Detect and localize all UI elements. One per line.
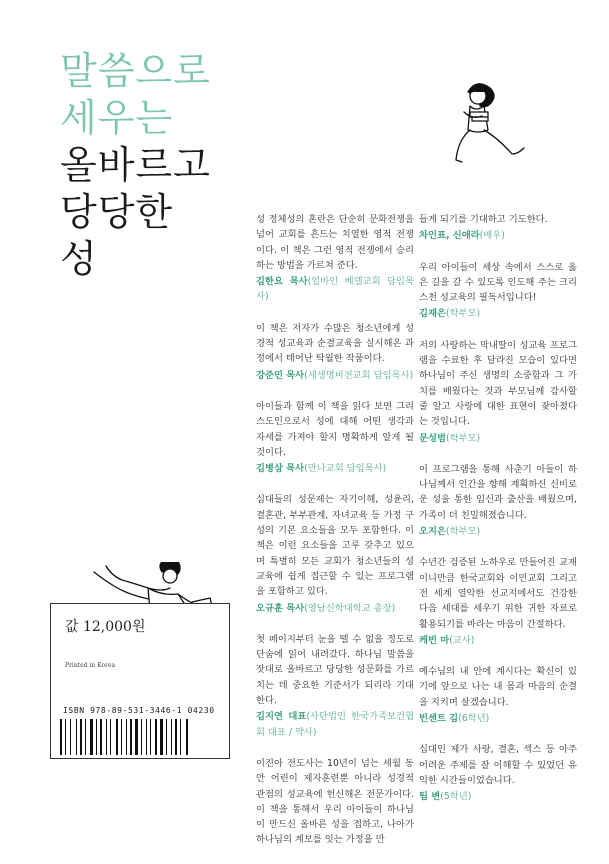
barcode-bar <box>126 719 127 755</box>
endorser-name: 김지연 대표 <box>256 711 307 723</box>
endorsement-text: 이 프로그램을 통해 사춘기 아들이 하나님께서 인간을 향해 계획하신 신비로운 성을 통한 임신과 출산을 배웠으며, 가족이 더 친밀해졌습니다. <box>419 463 577 521</box>
endorser-name: 오규훈 목사 <box>256 602 305 614</box>
barcode-bar <box>106 719 107 755</box>
barcode-bar <box>180 719 181 755</box>
endorsement-text: 이 책은 저자가 수많은 청소년에게 성경적 성교육과 순결교육을 실시해온 과정에서 태어난 탁월한 작품이다. <box>256 322 414 365</box>
barcode-bar <box>70 719 71 755</box>
endorsement-text: 들게 되기를 기대하고 기도한다. <box>419 214 548 225</box>
endorsement <box>419 260 577 322</box>
endorsement <box>256 632 414 740</box>
barcode-bar <box>76 719 77 755</box>
endorser-affiliation: (학부모) <box>445 432 481 444</box>
endorsement <box>419 338 577 446</box>
endorsement-text: 저의 사랑하는 막내딸이 성교육 프로그램을 수료한 후 달라진 모습이 있다면 하나님이 주신 생명의 소중함과 그 가치를 배웠다는 것과 부모님께 감사할 줄 알고 사랑에 대한 표현이 잦아졌다는 것입니다. <box>419 339 577 428</box>
endorser-name: 강준민 목사 <box>256 369 305 381</box>
endorsements-column-1 <box>256 212 414 864</box>
endorser-name: 팀 변 <box>419 791 441 803</box>
endorser-affiliation: (영남신학대학교 총장) <box>304 602 396 614</box>
barcode-bar <box>85 719 86 755</box>
endorsement <box>419 742 577 804</box>
endorsement <box>419 212 577 244</box>
barcode-bar <box>130 719 132 755</box>
book-title <box>60 48 211 283</box>
printed-in-label: Printed in Korea <box>65 662 116 669</box>
price-label: 값 12,000원 <box>65 619 146 635</box>
endorsement <box>419 555 577 648</box>
endorser-name: 김한요 목사 <box>256 276 308 288</box>
endorser-affiliation: (사단법인 한국가족보건협회 대표 / 약사) <box>256 711 414 738</box>
barcode-bar <box>110 719 111 755</box>
endorser-name: 문성범 <box>419 432 446 444</box>
endorsement-text: 아이들과 함께 이 책을 읽다 보면 그리스도인으로서 성에 대해 어떤 생각과 자세를 가져야 할지 명확하게 알게 될 것이다. <box>256 400 414 458</box>
price-barcode-box <box>50 603 230 759</box>
barcode-bar <box>166 719 167 755</box>
barcode-bar <box>65 719 66 755</box>
endorsement <box>256 492 414 615</box>
endorsement-text: 우리 아이들이 세상 속에서 스스로 옳은 길을 갈 수 있도록 인도해 주는 크리스천 성교육의 필독서입니다! <box>419 261 577 304</box>
barcode-bar <box>171 719 172 755</box>
barcode-bar <box>155 719 157 755</box>
barcode-bar <box>141 719 142 755</box>
barcode-bar <box>121 719 122 755</box>
endorser-affiliation: (5학년) <box>440 791 472 803</box>
barcode <box>59 719 223 755</box>
endorser-affiliation: (학부모) <box>445 308 481 320</box>
endorser-affiliation: (배우) <box>479 230 505 242</box>
endorser-affiliation: (얼바인 베델교회 담임목사) <box>256 276 414 303</box>
endorser-name: 오지은 <box>419 526 446 538</box>
barcode-bar <box>186 719 188 755</box>
endorser-affiliation: (교사) <box>449 634 475 646</box>
endorser-name: 김병삼 목사 <box>256 463 305 475</box>
endorsement-text: 성 정체성의 혼란은 단순히 문화전쟁을 넘어 교회를 흔드는 치열한 영적 전쟁이다. 이 책은 그런 영적 전쟁에서 승리하는 방법을 가르쳐 준다. <box>256 214 414 271</box>
title-line-4: 당당한 <box>60 190 174 234</box>
endorsement <box>419 462 577 539</box>
barcode-bar <box>80 719 82 755</box>
endorsement-text: 첫 페이지부터 눈을 뗄 수 없을 정도로 단숨에 읽어 내려갔다. 하나님 말씀을 잣대로 올바르고 당당한 성문화를 가르치는 데 중요한 기준서가 되리라 기대한다. <box>256 633 414 707</box>
barcode-bar <box>146 719 147 755</box>
girl-illustration <box>450 76 534 186</box>
endorser-affiliation: (새생명비전교회 담임목사) <box>304 369 414 381</box>
title-line-1: 말씀으로 <box>60 49 211 93</box>
endorsement-text: 이진아 전도사는 10년이 넘는 세월 동안 어린이 제자훈련뿐 아니라 성경적 관점의 성교육에 헌신해온 전문가이다. 이 책을 통해서 우리 아이들이 하나님이 만드신 올바른 성을 접하고, 나아가 하나님의 계보를 잇는 가정을 만 <box>256 757 414 846</box>
barcode-bar <box>135 719 138 755</box>
endorsement <box>419 664 577 726</box>
barcode-bar <box>160 719 163 755</box>
endorsement <box>256 321 414 383</box>
barcode-bar <box>100 719 102 755</box>
endorser-name: 빈센트 김 <box>419 713 459 725</box>
endorsement-text: 십대들의 성문제는 자기이해, 성윤리, 결혼관, 부부관계, 자녀교육 등 가정 구성의 기본 요소들을 모두 포함한다. 이 책은 이런 요소들을 고루 갖추고 있으며 특별히 모든 교회가 청소년들의 성교육에 쉽게 접근할 수 있는 프로그램을 포함하고 있다. <box>256 494 414 598</box>
endorsement <box>256 756 414 848</box>
endorser-name: 김재은 <box>419 308 446 320</box>
endorsement-text: 예수님의 내 안에 계시다는 확신이 있기에 앞으로 나는 내 몸과 마음의 순결을 지키며 살겠습니다. <box>419 666 577 708</box>
endorsement <box>256 212 414 305</box>
endorsements-column-2 <box>419 212 577 821</box>
title-line-3: 올바르고 <box>60 143 211 187</box>
barcode-bar <box>60 719 62 755</box>
barcode-bar <box>116 719 118 755</box>
title-line-2: 세우는 <box>60 96 174 140</box>
endorsement <box>256 399 414 476</box>
title-line-5: 성 <box>60 237 98 281</box>
endorsement-text: 수년간 검증된 노하우로 만들어진 교재이니만큼 한국교회와 이민교회 그리고 전 세계 열악한 선교지에서도 건강한 다음 세대를 세우기 위한 귀한 자료로 활용되기를 바라는 마음이 간절하다. <box>419 557 577 630</box>
endorser-name: 차인표, 신애라 <box>419 230 480 242</box>
endorser-name: 케빈 마 <box>419 634 450 646</box>
endorsement-text: 십대인 제가 사랑, 결혼, 섹스 등 아주 어려운 주제를 잘 이해할 수 있었던 유익한 시간들이었습니다. <box>419 744 577 786</box>
barcode-bar <box>96 719 97 755</box>
isbn-label: ISBN 978-89-531-3446-1 04230 <box>63 706 215 715</box>
endorser-affiliation: (6학년) <box>458 713 490 725</box>
endorser-affiliation: (만나교회 담임목사) <box>304 463 387 475</box>
barcode-bar <box>175 719 177 755</box>
barcode-bar <box>90 719 93 755</box>
barcode-bar <box>150 719 151 755</box>
endorser-affiliation: (학부모) <box>445 526 481 538</box>
